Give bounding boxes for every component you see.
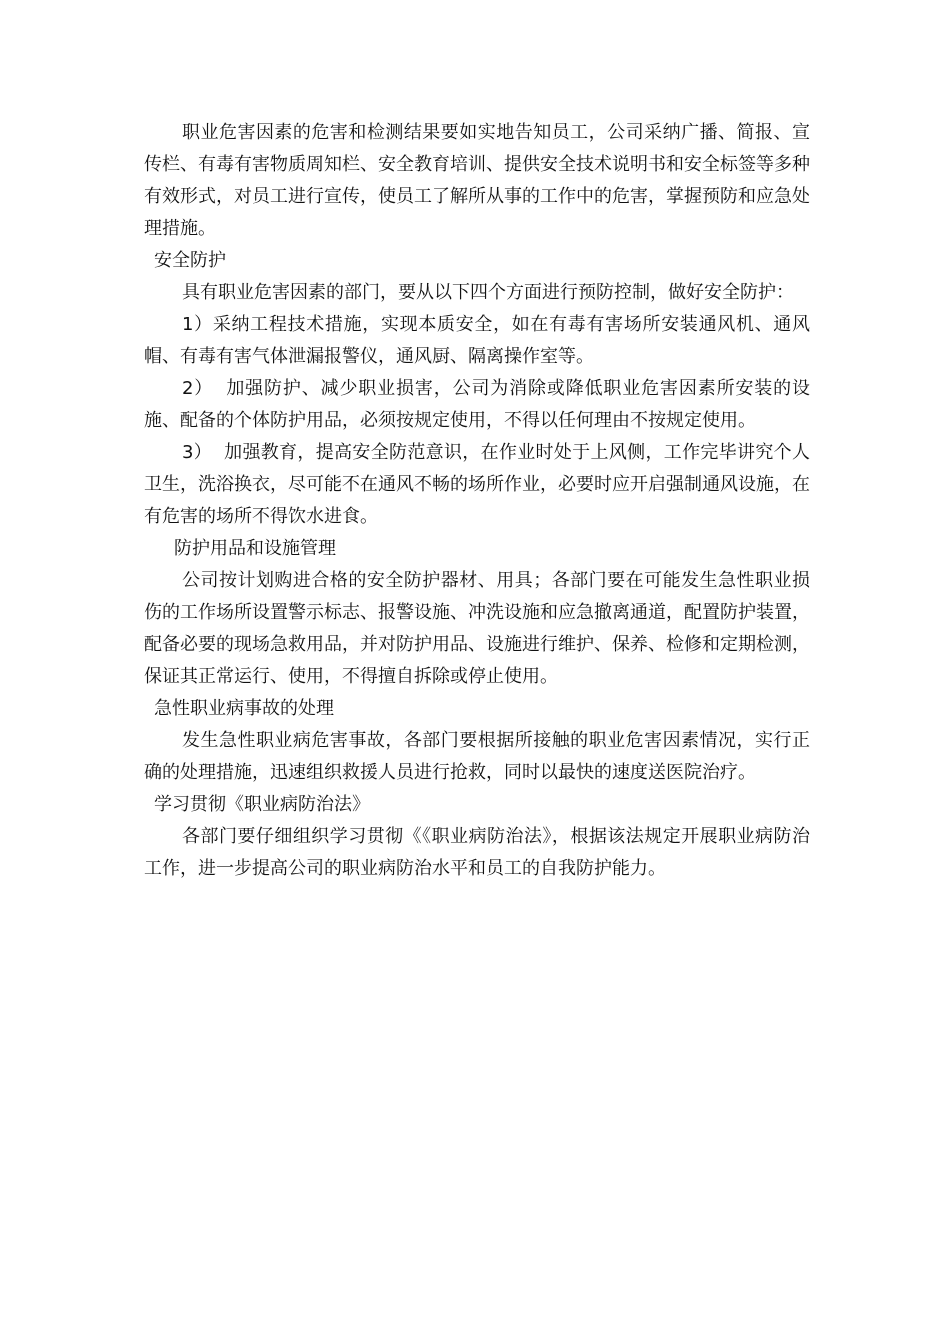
heading-equipment-management: 防护用品和设施管理 bbox=[174, 538, 336, 559]
heading-acute-incident: 急性职业病事故的处理 bbox=[154, 698, 334, 719]
list-item-engineering-measures: 1）采纳工程技术措施，实现本质安全，如在有毒有害场所安装通风机、通风帽、有毒有害气体泄漏报警仪，通风厨、隔离操作室等。 bbox=[144, 314, 810, 367]
list-item-strengthen-education: 3） 加强教育，提高安全防范意识，在作业时处于上风侧，工作完毕讲究个人卫生，洗浴换衣，尽可能不在通风不畅的场所作业，必要时应开启强制通风设施，在有危害的场所不得饮水进食。 bbox=[144, 442, 810, 527]
paragraph-acute-incident: 发生急性职业病危害事故，各部门要根据所接触的职业危害因素情况，实行正确的处理措施，迅速组织救援人员进行抢救，同时以最快的速度送医院治疗。 bbox=[144, 730, 810, 783]
paragraph-law-study: 各部门要仔细组织学习贯彻《《职业病防治法》，根据该法规定开展职业病防治工作，进一步提高公司的职业病防治水平和员工的自我防护能力。 bbox=[144, 826, 810, 879]
paragraph-equipment-management: 公司按计划购进合格的安全防护器材、用具；各部门要在可能发生急性职业损伤的工作场所设置警示标志、报警设施、冲洗设施和应急撤离通道，配置防护装置，配备必要的现场急救用品，并对防护用品、设施进行维护、保养、检修和定期检测，保证其正常运行、使用，不得擅自拆除或停止使用。 bbox=[144, 570, 810, 687]
document-body bbox=[144, 117, 810, 885]
paragraph-safety-intro: 具有职业危害因素的部门，要从以下四个方面进行预防控制，做好安全防护： bbox=[182, 282, 794, 303]
heading-safety-protection: 安全防护 bbox=[154, 250, 226, 271]
list-item-strengthen-protection: 2） 加强防护、减少职业损害，公司为消除或降低职业危害因素所安装的设施、配备的个体防护用品，必须按规定使用，不得以任何理由不按规定使用。 bbox=[144, 378, 810, 431]
paragraph-hazard-notification: 职业危害因素的危害和检测结果要如实地告知员工，公司采纳广播、简报、宣传栏、有毒有害物质周知栏、安全教育培训、提供安全技术说明书和安全标签等多种有效形式，对员工进行宣传，使员工了解所从事的工作中的危害，掌握预防和应急处理措施。 bbox=[144, 122, 810, 239]
heading-law-study: 学习贯彻《职业病防治法》 bbox=[154, 794, 370, 815]
